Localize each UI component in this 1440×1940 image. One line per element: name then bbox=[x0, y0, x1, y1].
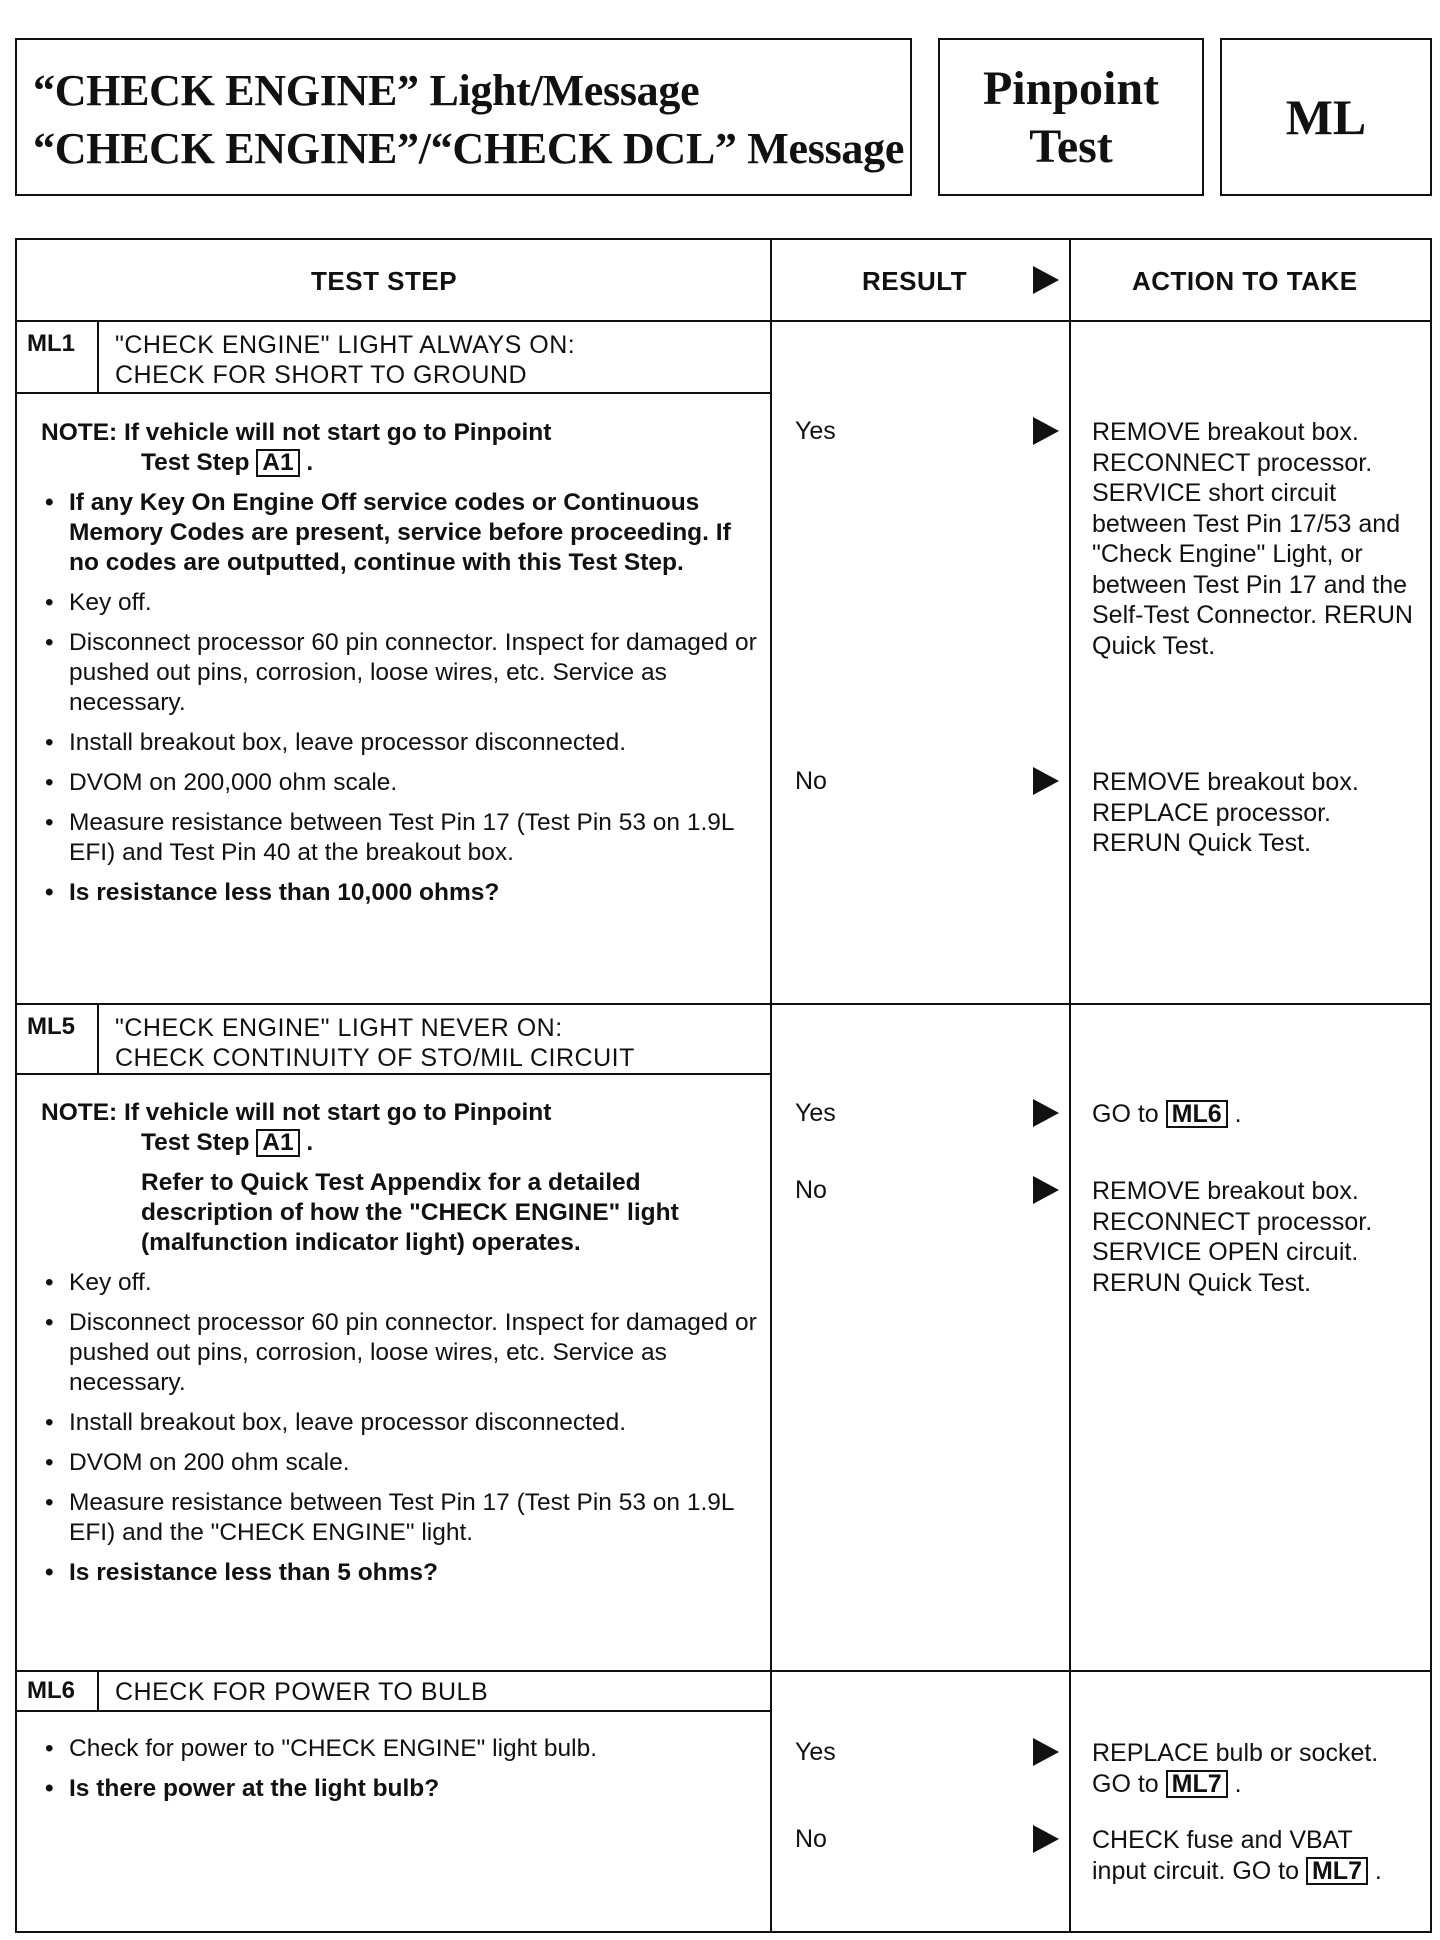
note-text: Test Step bbox=[141, 449, 250, 476]
result-no: No bbox=[795, 767, 827, 795]
step-header-ml6 bbox=[17, 1672, 770, 1712]
list-item: • Measure resistance between Test Pin 17 (Test Pin 53 on 1.9L EFI) and the "CHECK ENGINE" light. bbox=[41, 1488, 761, 1548]
test-code-box bbox=[1220, 38, 1432, 196]
result-no: No bbox=[795, 1176, 827, 1204]
list-item: • DVOM on 200 ohm scale. bbox=[41, 1448, 761, 1478]
instruction-list bbox=[41, 1734, 761, 1804]
list-item: • Disconnect processor 60 pin connector. Inspect for damaged or pushed out pins, corrosion, loose wires, etc. Service as necessary. bbox=[41, 1308, 761, 1398]
list-item: • DVOM on 200,000 ohm scale. bbox=[41, 768, 761, 798]
list-item: • Disconnect processor 60 pin connector. Inspect for damaged or pushed out pins, corrosion, loose wires, etc. Service as necessary. bbox=[41, 628, 761, 718]
note-label: NOTE: bbox=[41, 419, 118, 446]
arrow-icon bbox=[1033, 1176, 1059, 1204]
arrow-icon bbox=[1033, 767, 1059, 795]
step-reference: A1 bbox=[256, 1129, 299, 1157]
action-text: GO to bbox=[1092, 1100, 1159, 1128]
note: NOTE: If vehicle will not start go to Pinpoint Test Step A1 . bbox=[41, 419, 552, 476]
step-title-line: CHECK FOR SHORT TO GROUND bbox=[115, 361, 528, 389]
action-yes: REPLACE bulb or socket. GO to ML7 . bbox=[1092, 1739, 1379, 1798]
action-text: REPLACE bulb or socket. GO to bbox=[1092, 1739, 1379, 1798]
list-item: • If any Key On Engine Off service codes or Continuous Memory Codes are present, service before proceeding. If no codes are outputted, continue with this Test Step. bbox=[41, 488, 761, 578]
arrow-icon bbox=[1033, 1099, 1059, 1127]
action-text: CHECK fuse and VBAT input circuit. GO to bbox=[1092, 1826, 1353, 1885]
list-item: • Is there power at the light bulb? bbox=[41, 1774, 761, 1804]
arrow-icon bbox=[1033, 1738, 1059, 1766]
step-reference: ML7 bbox=[1166, 1770, 1228, 1798]
test-label: Test bbox=[1029, 120, 1113, 173]
test-table bbox=[15, 238, 1432, 1933]
note-label: NOTE: bbox=[41, 1099, 118, 1126]
step-reference: ML7 bbox=[1306, 1857, 1368, 1885]
step-reference: A1 bbox=[256, 449, 299, 477]
instruction-list bbox=[41, 1268, 761, 1588]
step-title bbox=[115, 1677, 488, 1707]
column-divider bbox=[770, 240, 772, 1931]
step-body-ml1 bbox=[41, 418, 761, 908]
step-title bbox=[115, 330, 575, 390]
result-yes: Yes bbox=[795, 1738, 836, 1766]
list-item: • Check for power to "CHECK ENGINE" light bulb. bbox=[41, 1734, 761, 1764]
step-reference: ML6 bbox=[1166, 1100, 1228, 1128]
note-text: If vehicle will not start go to Pinpoint bbox=[124, 419, 552, 446]
step-title-line: "CHECK ENGINE" LIGHT NEVER ON: bbox=[115, 1014, 563, 1042]
arrow-icon bbox=[1033, 1825, 1059, 1853]
action-no: REMOVE breakout box. RECONNECT processor. SERVICE OPEN circuit. RERUN Quick Test. bbox=[1092, 1177, 1373, 1297]
col-header-test-step: TEST STEP bbox=[311, 266, 458, 296]
note-text: Test Step bbox=[141, 1129, 250, 1156]
column-divider bbox=[1069, 240, 1071, 1931]
test-code: ML bbox=[1285, 89, 1367, 145]
step-body-ml5 bbox=[41, 1098, 761, 1588]
list-item: • Is resistance less than 10,000 ohms? bbox=[41, 878, 761, 908]
note-text: If vehicle will not start go to Pinpoint bbox=[124, 1099, 552, 1126]
arrow-icon bbox=[1033, 266, 1059, 294]
result-no: No bbox=[795, 1825, 827, 1853]
list-item: • Install breakout box, leave processor disconnected. bbox=[41, 1408, 761, 1438]
step-title bbox=[115, 1013, 635, 1073]
instruction-list bbox=[41, 488, 761, 908]
action-yes: REMOVE breakout box. RECONNECT processor. SERVICE short circuit between Test Pin 17/53 and "Check Engine" Light, or between Test Pin 17 and the Self-Test Connector. RERUN Quick Test. bbox=[1092, 418, 1413, 660]
step-body-ml6 bbox=[41, 1734, 761, 1804]
list-item: • Is resistance less than 5 ohms? bbox=[41, 1558, 761, 1588]
step-header-ml1 bbox=[17, 322, 770, 394]
note: NOTE: If vehicle will not start go to Pinpoint Test Step A1 . Refer to Quick Test Appendix for a detailed description of how the "CHECK ENGINE" light (malfunction indicator light) operates. bbox=[41, 1098, 761, 1258]
list-item: • Key off. bbox=[41, 1268, 761, 1298]
list-item: • Key off. bbox=[41, 588, 761, 618]
pinpoint-test-box bbox=[938, 38, 1204, 196]
result-yes: Yes bbox=[795, 1099, 836, 1127]
list-item: • Measure resistance between Test Pin 17 (Test Pin 53 on 1.9L EFI) and Test Pin 40 at the breakout box. bbox=[41, 808, 761, 868]
step-header-ml5 bbox=[17, 1005, 770, 1075]
arrow-icon bbox=[1033, 417, 1059, 445]
title-line-2: “CHECK ENGINE”/“CHECK DCL” Message bbox=[33, 124, 905, 173]
action-yes: GO to ML6 . bbox=[1092, 1100, 1242, 1128]
step-title-line: CHECK FOR POWER TO BULB bbox=[115, 1678, 489, 1706]
result-yes: Yes bbox=[795, 417, 836, 445]
col-header-action: ACTION TO TAKE bbox=[1132, 266, 1358, 296]
step-title-line: "CHECK ENGINE" LIGHT ALWAYS ON: bbox=[115, 331, 576, 359]
pinpoint-label: Pinpoint bbox=[982, 62, 1160, 115]
step-title-line: CHECK CONTINUITY OF STO/MIL CIRCUIT bbox=[115, 1044, 635, 1072]
step-id: ML5 bbox=[17, 1005, 99, 1073]
page-title-box bbox=[15, 38, 912, 196]
title-line-1: “CHECK ENGINE” Light/Message bbox=[33, 66, 700, 115]
col-header-result: RESULT bbox=[862, 266, 968, 296]
step-id: ML1 bbox=[17, 322, 99, 392]
step-id: ML6 bbox=[17, 1672, 99, 1710]
note-text: Refer to Quick Test Appendix for a detailed description of how the "CHECK ENGINE" light (malfunction indicator light) operates. bbox=[141, 1169, 679, 1256]
action-no: REMOVE breakout box. REPLACE processor. RERUN Quick Test. bbox=[1092, 768, 1359, 857]
list-item: • Install breakout box, leave processor disconnected. bbox=[41, 728, 761, 758]
action-no: CHECK fuse and VBAT input circuit. GO to ML7 . bbox=[1092, 1826, 1382, 1885]
